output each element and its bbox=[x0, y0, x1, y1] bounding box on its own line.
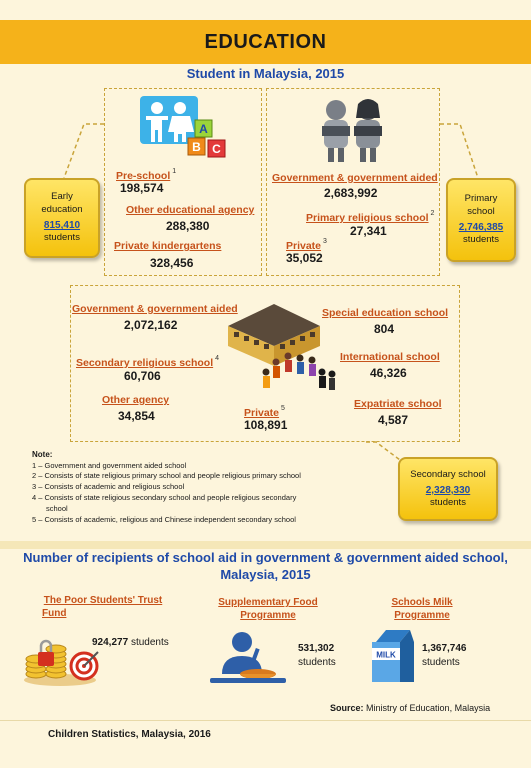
section-title-students: Student in Malaysia, 2015 bbox=[186, 66, 345, 81]
source-note bbox=[330, 703, 490, 713]
person-eating-icon bbox=[208, 630, 288, 686]
secondary-school-unit: students bbox=[430, 497, 466, 508]
primary-gov-aided-label: Government & government aided bbox=[272, 172, 438, 184]
primary-private-label: Private bbox=[286, 240, 322, 252]
primary-school-total: 2,746,385 bbox=[458, 222, 504, 234]
milk-carton-icon bbox=[370, 628, 416, 684]
svg-text:A: A bbox=[199, 122, 208, 136]
poor-students-fund-label bbox=[28, 595, 178, 620]
secondary-school-total-box bbox=[398, 457, 498, 521]
footer-publication: Children Statistics, Malaysia, 2016 bbox=[48, 729, 211, 740]
supplementary-food-value: 531,302 bbox=[298, 643, 335, 654]
expatriate-school-value: 4,587 bbox=[378, 413, 409, 427]
school-building-icon bbox=[222, 300, 338, 396]
secondary-private-value: 108,891 bbox=[244, 418, 288, 432]
preschool-value: 198,574 bbox=[120, 181, 164, 195]
primary-school-unit: students bbox=[463, 234, 499, 246]
notes-title: Note: bbox=[32, 450, 53, 459]
secondary-private-note: 5 bbox=[281, 404, 285, 412]
other-agency-label: Other agency bbox=[102, 394, 170, 406]
schools-milk-value: 1,367,746 bbox=[422, 643, 467, 654]
poor-students-fund-label-line-1: The Poor Students' Trust bbox=[43, 595, 163, 606]
poor-students-fund-value: 924,277 bbox=[92, 637, 129, 648]
secondary-private-label: Private bbox=[244, 407, 280, 419]
primary-private-value: 35,052 bbox=[286, 251, 323, 265]
international-school-label: International school bbox=[340, 351, 440, 363]
primary-school-box-label: Primary school bbox=[464, 193, 498, 217]
primary-school-total-box bbox=[446, 178, 516, 262]
special-education-value: 804 bbox=[374, 322, 395, 336]
schools-milk-stat bbox=[422, 642, 467, 669]
preschool-label: Pre-school bbox=[116, 170, 171, 182]
note-line-4: 4 – Consists of state religious secondary school and people religious secondary bbox=[32, 493, 297, 503]
primary-religious-value: 27,341 bbox=[350, 224, 387, 238]
secondary-religious-value: 60,706 bbox=[124, 369, 161, 383]
connector-early bbox=[64, 124, 104, 178]
supplementary-food-unit: students bbox=[298, 656, 336, 668]
private-kindergartens-value: 328,456 bbox=[150, 256, 194, 270]
secondary-religious-note: 4 bbox=[215, 354, 220, 362]
other-educational-agency-label: Other educational agency bbox=[126, 204, 255, 216]
expatriate-school-label: Expatriate school bbox=[354, 398, 442, 410]
students-reading-icon bbox=[316, 98, 390, 164]
note-line-1: 1 – Government and government aided school bbox=[32, 460, 187, 470]
page-title: EDUCATION bbox=[0, 20, 531, 64]
milk-text: MILK bbox=[376, 650, 396, 660]
private-kindergartens-label: Private kindergartens bbox=[114, 240, 222, 252]
other-agency-value: 34,854 bbox=[118, 409, 155, 423]
schools-milk-label-line-2: Programme bbox=[394, 609, 450, 621]
svg-text:B: B bbox=[192, 140, 201, 154]
poor-students-fund-unit: students bbox=[130, 637, 169, 648]
note-line-2: 2 – Consists of state religious primary school and people religious primary school bbox=[32, 471, 301, 481]
source-label: Source: bbox=[330, 703, 364, 713]
secondary-gov-aided-label: Government & government aided bbox=[72, 303, 238, 315]
school-aid-title-line-1: Number of recipients of school aid in government & government aided school, bbox=[23, 550, 508, 565]
note-line-5: 5 – Consists of academic, religious and Chinese independent secondary school bbox=[32, 514, 296, 524]
primary-private-note: 3 bbox=[323, 237, 327, 245]
schools-milk-label-line-1: Schools Milk bbox=[391, 597, 453, 608]
primary-gov-aided-value: 2,683,992 bbox=[324, 186, 378, 200]
primary-religious-note: 2 bbox=[430, 209, 435, 217]
poor-students-fund-stat bbox=[92, 636, 169, 650]
other-educational-agency-value: 288,380 bbox=[166, 219, 210, 233]
secondary-gov-aided-value: 2,072,162 bbox=[124, 318, 178, 332]
secondary-religious-label: Secondary religious school bbox=[76, 357, 214, 369]
supplementary-food-label-line-2: Programme bbox=[240, 609, 296, 621]
supplementary-food-label-line-1: Supplementary Food bbox=[218, 597, 318, 608]
preschool-note: 1 bbox=[172, 167, 177, 175]
svg-text:C: C bbox=[212, 142, 221, 156]
note-line-4b: school bbox=[46, 504, 68, 514]
kids-abc-blocks-icon bbox=[140, 96, 232, 162]
supplementary-food-stat bbox=[298, 642, 336, 669]
schools-milk-unit: students bbox=[422, 656, 460, 668]
source-text: Ministry of Education, Malaysia bbox=[366, 703, 491, 713]
note-line-3: 3 – Consists of academic and religious school bbox=[32, 482, 185, 492]
early-education-total-box bbox=[24, 178, 100, 258]
international-school-value: 46,326 bbox=[370, 366, 407, 380]
connector-primary bbox=[440, 124, 478, 178]
notes-block bbox=[32, 449, 392, 526]
section-title-school-aid bbox=[10, 550, 521, 584]
special-education-label: Special education school bbox=[322, 307, 449, 319]
schools-milk-label bbox=[372, 597, 472, 622]
poor-students-fund-label-line-2: Fund bbox=[42, 607, 67, 619]
money-coins-icon bbox=[20, 630, 100, 688]
footer-divider bbox=[0, 720, 531, 721]
supplementary-food-label bbox=[208, 597, 328, 622]
early-education-box-label: Early education bbox=[41, 191, 83, 215]
school-aid-title-line-2: Malaysia, 2015 bbox=[220, 566, 311, 582]
primary-religious-label: Primary religious school bbox=[306, 212, 429, 224]
secondary-school-box-label: Secondary school bbox=[410, 468, 486, 480]
secondary-school-total: 2,328,330 bbox=[425, 485, 471, 496]
section-divider bbox=[0, 541, 531, 549]
early-education-unit: students bbox=[44, 232, 80, 244]
early-education-total: 815,410 bbox=[43, 220, 81, 232]
